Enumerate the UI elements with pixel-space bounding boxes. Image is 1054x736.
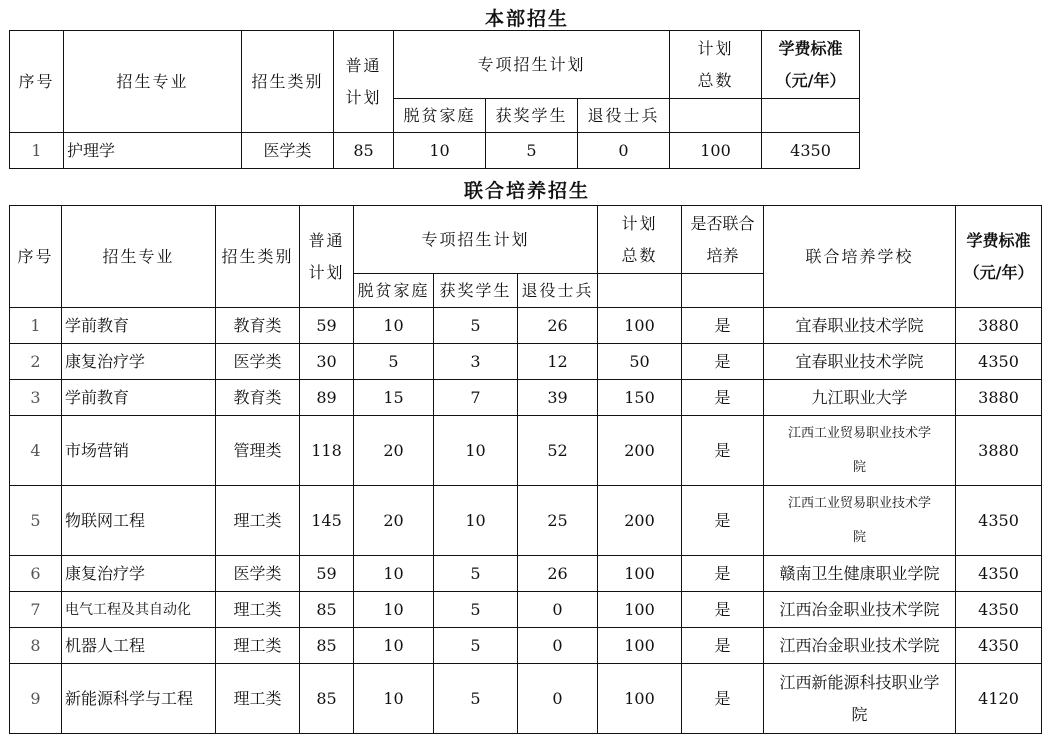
cell-school xyxy=(764,664,956,734)
cell-veteran: 52 xyxy=(518,416,598,486)
cell-seq: 1 xyxy=(10,308,62,344)
cell-award: 3 xyxy=(434,344,518,380)
header-poverty: 脱贫家庭 xyxy=(354,274,434,308)
table-row xyxy=(10,133,860,169)
cell-poverty: 10 xyxy=(394,133,486,169)
cell-award: 5 xyxy=(434,664,518,734)
header-total-line1: 计划 xyxy=(697,38,734,58)
cell-veteran: 26 xyxy=(518,308,598,344)
cell-total: 100 xyxy=(598,556,682,592)
cell-total: 200 xyxy=(598,486,682,556)
cell-fee: 4350 xyxy=(956,344,1042,380)
header-joint-line2: 培养 xyxy=(706,245,739,265)
cell-veteran: 0 xyxy=(518,664,598,734)
main-campus-table xyxy=(9,30,860,169)
section-title-joint: 联合培养招生 xyxy=(463,180,590,202)
cell-seq: 1 xyxy=(10,133,64,169)
cell-award: 5 xyxy=(434,556,518,592)
cell-total: 100 xyxy=(670,133,762,169)
cell-fee: 4350 xyxy=(956,556,1042,592)
cell-normal: 89 xyxy=(300,380,354,416)
cell-poverty: 10 xyxy=(354,664,434,734)
cell-fee: 3880 xyxy=(956,416,1042,486)
header-fee-line2: （元/年） xyxy=(963,262,1034,282)
cell-seq: 6 xyxy=(10,556,62,592)
header-total-empty xyxy=(670,99,762,133)
table-row xyxy=(10,664,1042,734)
header-special-plan: 专项招生计划 xyxy=(394,31,670,99)
cell-category: 教育类 xyxy=(216,380,300,416)
cell-category: 医学类 xyxy=(216,556,300,592)
table-row xyxy=(10,308,1042,344)
cell-major: 学前教育 xyxy=(62,308,216,344)
table-row xyxy=(10,592,1042,628)
cell-award: 5 xyxy=(434,628,518,664)
header-major: 招生专业 xyxy=(64,31,242,133)
cell-category: 理工类 xyxy=(216,664,300,734)
cell-school: 九江职业大学 xyxy=(764,380,956,416)
cell-category: 医学类 xyxy=(242,133,334,169)
header-joint-line1: 是否联合 xyxy=(690,213,755,233)
header-category: 招生类别 xyxy=(216,206,300,308)
cell-major: 市场营销 xyxy=(62,416,216,486)
cell-school: 江西冶金职业技术学院 xyxy=(764,628,956,664)
cell-school: 赣南卫生健康职业学院 xyxy=(764,556,956,592)
cell-joint: 是 xyxy=(682,308,764,344)
header-poverty: 脱贫家庭 xyxy=(394,99,486,133)
cell-seq: 4 xyxy=(10,416,62,486)
header-normal-plan-line1: 普通 xyxy=(308,230,345,250)
header-normal-plan xyxy=(300,206,354,308)
cell-fee: 4350 xyxy=(762,133,860,169)
cell-normal: 145 xyxy=(300,486,354,556)
header-fee-line1: 学费标准 xyxy=(778,38,843,58)
cell-category: 理工类 xyxy=(216,628,300,664)
cell-school-line1: 江西新能源科技职业学 xyxy=(779,672,940,692)
cell-major: 电气工程及其自动化 xyxy=(62,592,216,628)
cell-major: 康复治疗学 xyxy=(62,344,216,380)
cell-major: 护理学 xyxy=(64,133,242,169)
header-total xyxy=(670,31,762,99)
header-total-line1: 计划 xyxy=(621,213,658,233)
header-fee xyxy=(956,206,1042,308)
cell-award: 5 xyxy=(434,592,518,628)
cell-category: 理工类 xyxy=(216,486,300,556)
header-total-empty xyxy=(598,274,682,308)
cell-school xyxy=(764,416,956,486)
header-fee xyxy=(762,31,860,99)
cell-normal: 85 xyxy=(300,592,354,628)
cell-seq: 7 xyxy=(10,592,62,628)
cell-major: 康复治疗学 xyxy=(62,556,216,592)
cell-total: 100 xyxy=(598,628,682,664)
cell-fee: 4120 xyxy=(956,664,1042,734)
cell-award: 5 xyxy=(486,133,578,169)
cell-school-line1: 江西工业贸易职业技术学 xyxy=(788,495,932,511)
cell-veteran: 0 xyxy=(578,133,670,169)
cell-school-line2: 院 xyxy=(853,529,867,545)
cell-major: 学前教育 xyxy=(62,380,216,416)
cell-normal: 85 xyxy=(300,628,354,664)
header-fee-line1: 学费标准 xyxy=(966,230,1031,250)
header-total-line2: 总数 xyxy=(697,70,734,90)
header-award: 获奖学生 xyxy=(434,274,518,308)
cell-major: 新能源科学与工程 xyxy=(62,664,216,734)
cell-total: 150 xyxy=(598,380,682,416)
header-veteran: 退役士兵 xyxy=(578,99,670,133)
cell-total: 200 xyxy=(598,416,682,486)
cell-award: 10 xyxy=(434,416,518,486)
cell-total: 50 xyxy=(598,344,682,380)
cell-normal: 59 xyxy=(300,556,354,592)
header-category: 招生类别 xyxy=(242,31,334,133)
cell-award: 5 xyxy=(434,308,518,344)
cell-seq: 8 xyxy=(10,628,62,664)
table-row xyxy=(10,380,1042,416)
cell-fee: 3880 xyxy=(956,380,1042,416)
cell-fee: 4350 xyxy=(956,628,1042,664)
header-normal-plan-line2: 计划 xyxy=(345,87,382,107)
cell-total: 100 xyxy=(598,308,682,344)
cell-award: 10 xyxy=(434,486,518,556)
cell-school: 宜春职业技术学院 xyxy=(764,308,956,344)
header-seq: 序号 xyxy=(10,31,64,133)
cell-normal: 85 xyxy=(334,133,394,169)
cell-veteran: 0 xyxy=(518,628,598,664)
table-row xyxy=(10,416,1042,486)
cell-seq: 2 xyxy=(10,344,62,380)
cell-school-line2: 院 xyxy=(851,704,868,724)
cell-school xyxy=(764,486,956,556)
header-normal-plan xyxy=(334,31,394,133)
cell-seq: 9 xyxy=(10,664,62,734)
cell-poverty: 10 xyxy=(354,592,434,628)
table-row xyxy=(10,628,1042,664)
cell-veteran: 0 xyxy=(518,592,598,628)
header-fee-empty xyxy=(762,99,860,133)
cell-joint: 是 xyxy=(682,416,764,486)
cell-school-line1: 江西工业贸易职业技术学 xyxy=(788,425,932,441)
header-award: 获奖学生 xyxy=(486,99,578,133)
cell-total: 100 xyxy=(598,592,682,628)
cell-veteran: 26 xyxy=(518,556,598,592)
cell-poverty: 15 xyxy=(354,380,434,416)
joint-training-table xyxy=(9,205,1042,734)
cell-veteran: 12 xyxy=(518,344,598,380)
cell-total: 100 xyxy=(598,664,682,734)
cell-joint: 是 xyxy=(682,664,764,734)
cell-veteran: 25 xyxy=(518,486,598,556)
cell-fee: 4350 xyxy=(956,592,1042,628)
table-row xyxy=(10,344,1042,380)
cell-joint: 是 xyxy=(682,344,764,380)
header-normal-plan-line2: 计划 xyxy=(308,262,345,282)
cell-joint: 是 xyxy=(682,628,764,664)
cell-poverty: 10 xyxy=(354,628,434,664)
cell-school: 江西冶金职业技术学院 xyxy=(764,592,956,628)
header-fee-line2: （元/年） xyxy=(775,70,846,90)
cell-poverty: 10 xyxy=(354,308,434,344)
header-major: 招生专业 xyxy=(62,206,216,308)
cell-poverty: 20 xyxy=(354,486,434,556)
cell-joint: 是 xyxy=(682,592,764,628)
header-total-line2: 总数 xyxy=(621,245,658,265)
cell-school-line2: 院 xyxy=(853,459,867,475)
section-title-main: 本部招生 xyxy=(484,8,569,30)
cell-poverty: 20 xyxy=(354,416,434,486)
cell-category: 理工类 xyxy=(216,592,300,628)
cell-category: 管理类 xyxy=(216,416,300,486)
cell-joint: 是 xyxy=(682,556,764,592)
cell-poverty: 5 xyxy=(354,344,434,380)
cell-joint: 是 xyxy=(682,486,764,556)
cell-major: 物联网工程 xyxy=(62,486,216,556)
header-joint-empty xyxy=(682,274,764,308)
header-special-plan: 专项招生计划 xyxy=(354,206,598,274)
cell-fee: 4350 xyxy=(956,486,1042,556)
cell-school: 宜春职业技术学院 xyxy=(764,344,956,380)
cell-normal: 30 xyxy=(300,344,354,380)
header-seq: 序号 xyxy=(10,206,62,308)
cell-seq: 3 xyxy=(10,380,62,416)
cell-award: 7 xyxy=(434,380,518,416)
cell-fee: 3880 xyxy=(956,308,1042,344)
cell-major: 机器人工程 xyxy=(62,628,216,664)
table-row xyxy=(10,556,1042,592)
cell-category: 教育类 xyxy=(216,308,300,344)
header-joint xyxy=(682,206,764,274)
cell-joint: 是 xyxy=(682,380,764,416)
cell-normal: 118 xyxy=(300,416,354,486)
cell-poverty: 10 xyxy=(354,556,434,592)
table-row xyxy=(10,486,1042,556)
cell-category: 医学类 xyxy=(216,344,300,380)
cell-normal: 59 xyxy=(300,308,354,344)
cell-veteran: 39 xyxy=(518,380,598,416)
header-school: 联合培养学校 xyxy=(764,206,956,308)
cell-seq: 5 xyxy=(10,486,62,556)
header-veteran: 退役士兵 xyxy=(518,274,598,308)
header-normal-plan-line1: 普通 xyxy=(345,55,382,75)
header-total xyxy=(598,206,682,274)
cell-normal: 85 xyxy=(300,664,354,734)
